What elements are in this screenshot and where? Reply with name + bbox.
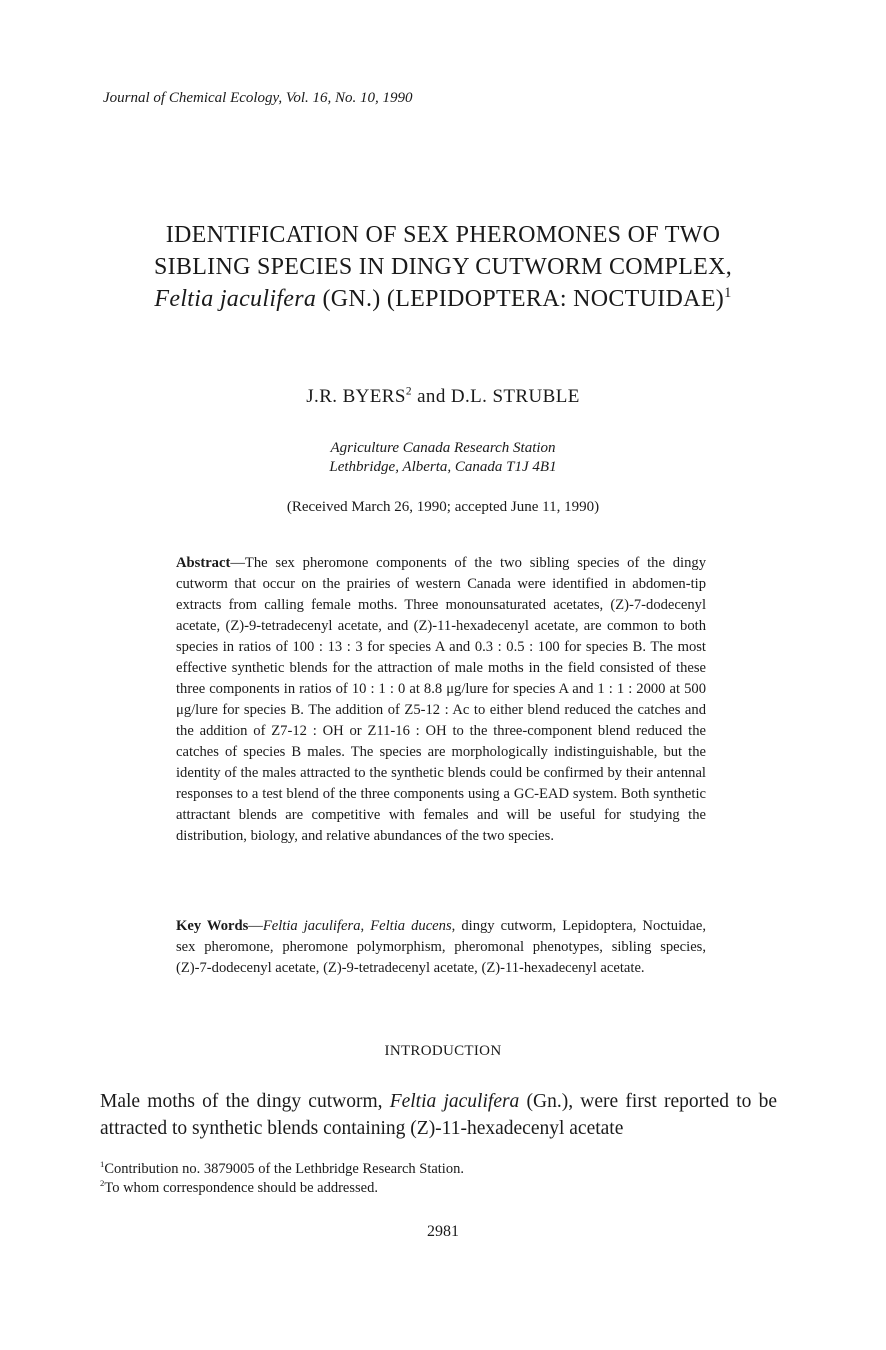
key-words-label: Key Words xyxy=(176,918,249,934)
title-species-name: Feltia jaculifera xyxy=(154,286,317,312)
abstract-label: Abstract xyxy=(176,555,231,571)
footnote-2 xyxy=(100,1179,464,1198)
footnote-2-mark: 2 xyxy=(100,1178,105,1189)
key-word-species-2: Feltia ducens xyxy=(370,918,452,934)
intro-text-after: (Gn.), were first reported to be attracted to synthetic blends containing (Z)-11-hexadecenyl acetate xyxy=(100,1091,778,1139)
introduction-text xyxy=(100,1088,777,1142)
journal-citation: Journal of Chemical Ecology, Vol. 16, No. 10, 1990 xyxy=(103,90,413,106)
affiliation-line-1: Agriculture Canada Research Station xyxy=(330,440,556,456)
affiliation-line-2: Lethbridge, Alberta, Canada T1J 4B1 xyxy=(329,459,557,475)
key-word-species-1: Feltia jaculifera xyxy=(262,918,361,934)
abstract-text: —The sex pheromone components of the two sibling species of the dingy cutworm that occur on the prairies of western Canada were identified in abdomen-tip extracts from calling female moths. Three monounsaturated acetates, (Z)-7-dodecenyl acetate, (Z)-9-tetradecenyl acetate, and (Z)-11-hexadecenyl acetate, are common to both species in ratios of 100 : 13 : 3 for species A and 0.3 : 0.5 : 100 for species B. The most effective synthetic blends for the attraction of male moths in the field consisted of these three components in ratios of 10 : 1 : 0 at 8.8 μg/lure for species A and 1 : 1 : 2000 at 500 μg/lure for species B. The addition of Z5-12 : Ac to either blend reduced the catches and the addition of Z7-12 : OH or Z11-16 : OH to the three-component blend reduced the catches of species B males. The species are morphologically indistinguishable, but the identity of the males attracted to the synthetic blends could be confirmed by their antennal responses to a test blend of the three components using a GC-EAD system. Both synthetic attractant blends are competitive with females and will be useful for studying the distribution, biology, and relative abundances of the two species. xyxy=(176,555,706,844)
footnote-2-text: To whom correspondence should be addressed. xyxy=(104,1180,378,1196)
key-words-separator: , xyxy=(360,918,371,934)
abstract xyxy=(176,553,706,847)
intro-species-name: Feltia jaculifera xyxy=(389,1091,520,1112)
key-words-rest: , dingy cutworm, Lepidoptera, Noctuidae, sex pheromone, pheromone polymorphism, pheromonal phenotypes, sibling species, (Z)-7-dodecenyl acetate, (Z)-9-tetradecenyl acetate, (Z)-11-hexadecenyl acetate. xyxy=(176,918,707,976)
title-line-2: SIBLING SPECIES IN DINGY CUTWORM COMPLEX, xyxy=(153,254,733,280)
authors xyxy=(0,386,886,408)
intro-text-before: Male moths of the dingy cutworm, xyxy=(100,1091,390,1112)
author-2: D.L. STRUBLE xyxy=(450,386,580,407)
introduction-heading: INTRODUCTION xyxy=(384,1043,502,1059)
page-number: 2981 xyxy=(427,1223,459,1240)
received-dates: (Received March 26, 1990; accepted June 11, 1990) xyxy=(286,499,600,515)
footnote-1-mark: 1 xyxy=(100,1159,105,1170)
author-connector: and xyxy=(411,386,451,407)
title-line-3-rest: (GN.) (LEPIDOPTERA: NOCTUIDAE) xyxy=(316,286,725,312)
footnote-1-text: Contribution no. 3879005 of the Lethbridge Research Station. xyxy=(104,1161,464,1177)
author-1: J.R. BYERS xyxy=(306,386,406,407)
title-line-1: IDENTIFICATION OF SEX PHEROMONES OF TWO xyxy=(165,222,721,248)
author-1-footnote-mark: 2 xyxy=(405,385,412,398)
footnote-1 xyxy=(100,1160,464,1179)
title-footnote-mark: 1 xyxy=(724,285,732,301)
title-line-3 xyxy=(0,286,886,313)
key-words-dash: — xyxy=(248,918,263,934)
key-words xyxy=(176,916,706,979)
footnotes xyxy=(100,1160,464,1198)
